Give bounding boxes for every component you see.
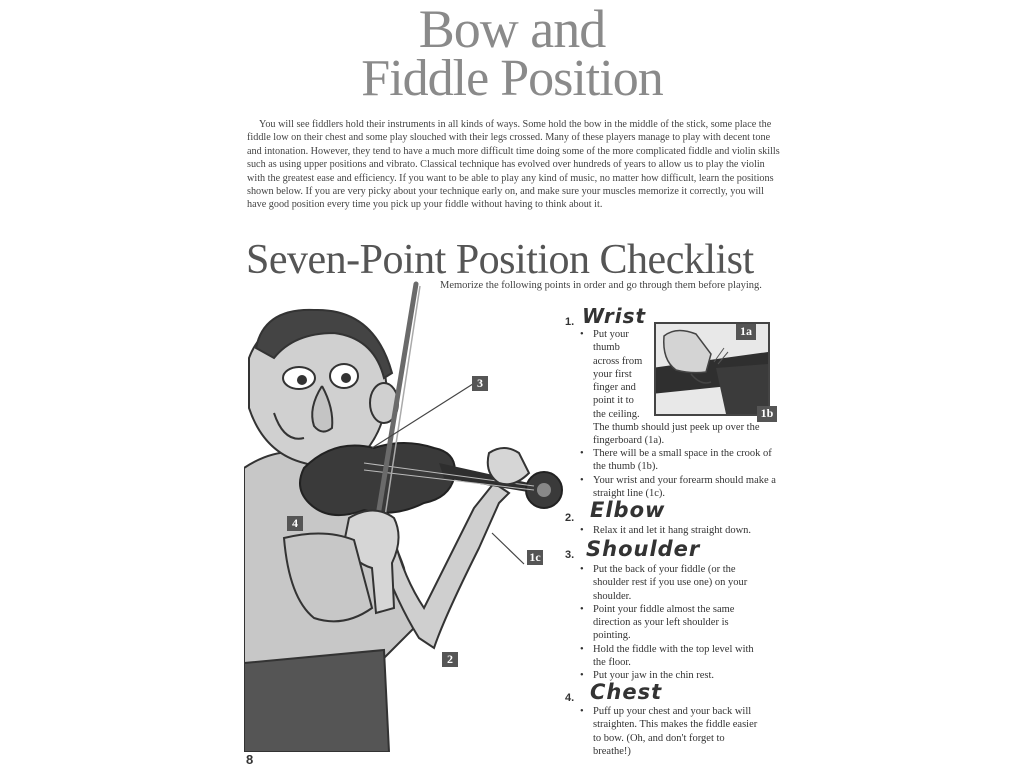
point-1-lead-line: the ceiling. — [593, 408, 640, 420]
point-1-lead-line: thumb — [593, 342, 620, 354]
checklist-title: Seven-Point Position Checklist — [246, 237, 754, 283]
label-1c: 1c — [527, 550, 543, 565]
point-1-heading: Wrist — [582, 304, 647, 328]
point-1-bullets — [580, 447, 780, 500]
label-3: 3 — [472, 376, 488, 391]
point-2-bullet: • Relax it and let it hang straight down. — [580, 524, 780, 537]
point-2-bullets — [580, 524, 780, 537]
intro-paragraph: You will see fiddlers hold their instruments in all kinds of ways. Some hold the bow in the middle of the stick, some place the fiddle low on their chest and some play slouched with their legs crossed. Many of these players manage to play with decent tone and intonation. However, they tend to have a much more difficult time doing some of the more complicated fiddle and violin skills such as using upper positions and vibrato. Classical technique has evolved over hundreds of years to allow us to play the violin with the greatest ease and efficiency. If you want to be able to play any kind of music, no matter how difficult, learn the positions shown below. If you are very picky about your technique early on, and make sure your muscles memorize it correctly, you will have good position every time you pick up your fiddle without having to think about it. — [247, 119, 780, 211]
point-3-bullet: • Put the back of your fiddle (or the shoulder rest if you use one) on your shoulder. — [580, 563, 764, 603]
point-1-lead-tail: The thumb should just peek up over the fingerboard (1a). — [593, 422, 760, 447]
point-1-number: 1. — [565, 316, 575, 328]
point-3-heading: Shoulder — [586, 537, 701, 561]
point-3-bullets — [580, 563, 764, 683]
point-1-lead-line: your first — [593, 368, 632, 380]
checklist-subtitle: Memorize the following points in order and go through them before playing. — [440, 280, 762, 291]
fiddler-illustration — [244, 278, 594, 752]
point-4-heading: Chest — [590, 680, 663, 704]
label-1b: 1b — [757, 406, 777, 422]
point-3-bullet: • Put your jaw in the chin rest. — [580, 669, 764, 682]
point-3-bullet: • Point your fiddle almost the same direction as your left shoulder is pointing. — [580, 603, 764, 643]
point-1-lead-line: finger and — [593, 382, 636, 394]
point-2-heading: Elbow — [590, 498, 666, 522]
point-2-number: 2. — [565, 512, 575, 524]
point-1-bullet: • There will be a small space in the crook of the thumb (1b). — [580, 447, 780, 474]
label-4: 4 — [287, 516, 303, 531]
point-1-lead-line: point it to — [593, 395, 634, 407]
label-1a: 1a — [736, 324, 756, 340]
label-2: 2 — [442, 652, 458, 667]
point-1-bullet: • Your wrist and your forearm should make a straight line (1c). — [580, 474, 780, 501]
point-4-number: 4. — [565, 692, 575, 704]
point-4-bullets — [580, 705, 760, 758]
point-1-lead-line: across from — [593, 355, 643, 367]
page-number: 8 — [246, 752, 254, 767]
page-title-line-1: Bow and — [418, 0, 606, 59]
point-1-lead: • Put your thumb across from your first finger and point it to the ceiling. — [580, 328, 650, 421]
point-3-bullet: • Hold the fiddle with the top level with the floor. — [580, 643, 764, 670]
point-3-number: 3. — [565, 549, 575, 561]
page-title-line-2: Fiddle Position — [361, 50, 663, 107]
point-4-bullet: • Puff up your chest and your back will straighten. This makes the fiddle easier to bow. (Oh, and don't forget to breathe!) — [580, 705, 760, 758]
point-1-lead-line: Put your — [593, 329, 629, 340]
